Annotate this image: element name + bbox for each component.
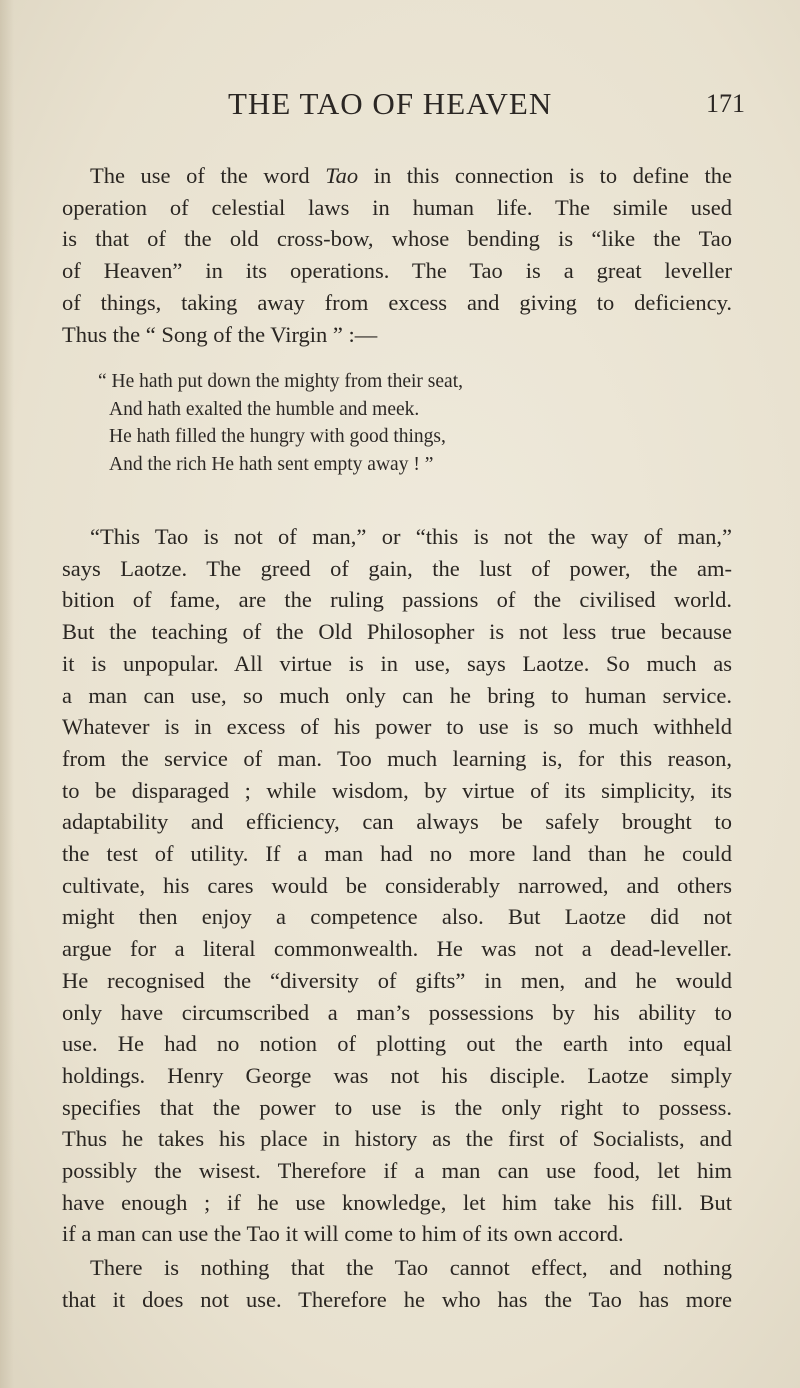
text-line: might then enjoy a competence also. But Laotze did not	[62, 904, 732, 930]
text-line: cultivate, his cares would be considerably narrowed, and others	[62, 872, 732, 898]
text-line: Whatever is in excess of his power to use is so much withheld	[62, 714, 732, 740]
text-line: adaptability and efficiency, can always be safely brought to	[62, 809, 732, 835]
text-line: He recognised the “diversity of gifts” in men, and he would	[62, 967, 732, 993]
text-line: of Heaven” in its operations. The Tao is a great leveller	[62, 258, 732, 284]
text-line: Thus he takes his place in history as the first of Socialists, and	[62, 1126, 732, 1152]
running-title: THE TAO OF HEAVEN	[228, 86, 553, 121]
quote-line: “ He hath put down the mighty from their seat,	[98, 371, 463, 392]
quote-line: And the rich He hath sent empty away ! ”	[109, 453, 434, 475]
text-line: “This Tao is not of man,” or “this is not the way of man,”	[90, 524, 732, 549]
text-line: There is nothing that the Tao cannot effect, and nothing	[90, 1255, 732, 1280]
scripture-quote	[98, 368, 698, 478]
text-line: The use of the word Tao in this connection is to define the	[90, 163, 732, 188]
paragraph-1	[62, 160, 732, 350]
text-line: from the service of man. Too much learning is, for this reason,	[62, 745, 732, 771]
text-line: possibly the wisest. Therefore if a man can use food, let him	[62, 1158, 732, 1184]
page-number: 171	[706, 89, 745, 118]
text-line: that it does not use. Therefore he who has the Tao has more	[62, 1286, 732, 1312]
text-line: to be disparaged ; while wisdom, by virtue of its simplicity, its	[62, 777, 732, 803]
paragraph-2	[62, 521, 732, 1250]
paragraph-3	[62, 1252, 732, 1315]
text-line: of things, taking away from excess and giving to deficiency.	[62, 289, 732, 315]
text-line: use. He had no notion of plotting out the earth into equal	[62, 1031, 732, 1057]
quote-line: He hath filled the hungry with good things,	[109, 426, 446, 447]
text-line: operation of celestial laws in human life. The simile used	[62, 194, 732, 220]
page-header	[0, 84, 800, 124]
text-line: argue for a literal commonwealth. He was not a dead-leveller.	[62, 936, 732, 962]
text-line: bition of fame, are the ruling passions of the civilised world.	[62, 587, 732, 613]
text-line: But the teaching of the Old Philosopher is not less true because	[62, 619, 732, 645]
text-line: Thus the “ Song of the Virgin ” :—	[62, 321, 378, 347]
text-line: holdings. Henry George was not his disciple. Laotze simply	[62, 1062, 732, 1088]
text-line: says Laotze. The greed of gain, the lust of power, the am-	[62, 555, 732, 581]
text-line: the test of utility. If a man had no more land than he could	[62, 841, 732, 867]
text-line: is that of the old cross-bow, whose bending is “like the Tao	[62, 226, 732, 252]
quote-line: And hath exalted the humble and meek.	[109, 398, 420, 420]
text-line: specifies that the power to use is the only right to possess.	[62, 1094, 732, 1120]
text-line: if a man can use the Tao it will come to him of its own accord.	[62, 1221, 624, 1247]
text-line: a man can use, so much only can he bring to human service.	[62, 682, 732, 708]
page-gutter-shadow	[0, 0, 14, 1388]
text-line: it is unpopular. All virtue is in use, says Laotze. So much as	[62, 650, 732, 676]
text-line: have enough ; if he use knowledge, let him take his fill. But	[62, 1189, 732, 1215]
text-line: only have circumscribed a man’s possessions by his ability to	[62, 999, 732, 1025]
